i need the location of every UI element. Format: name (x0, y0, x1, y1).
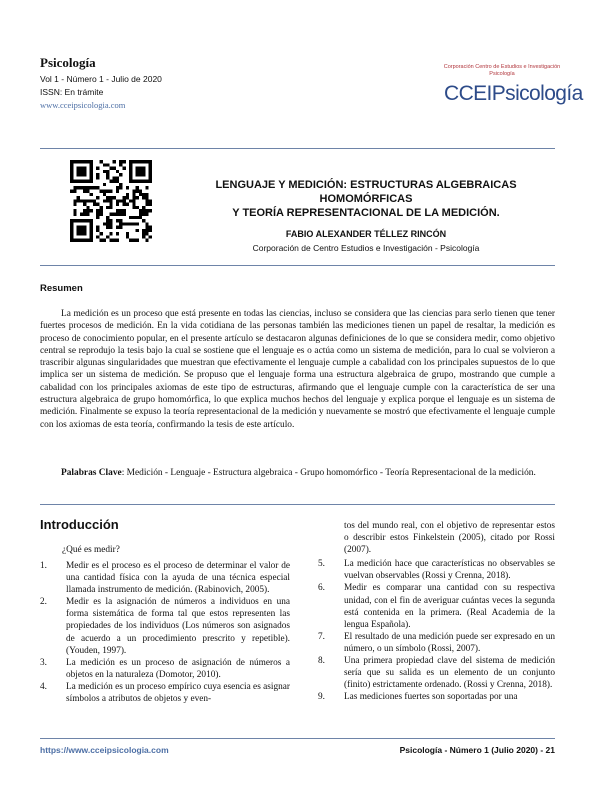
list-text: El resultado de una medición puede ser expresado en un número, o un símbolo (Rossi, 2007). (344, 631, 555, 654)
author-name: FABIO ALEXANDER TÉLLEZ RINCÓN (285, 229, 447, 239)
list-text: Medir es la asignación de números a individuos en una forma sistemática de forma tal que estos representen las propiedades de los individuos (Los números son asignados de acuerdo a un procedimiento prescrito y repetible). (Youden, 1997). (66, 597, 290, 656)
list-number: 9. (318, 692, 325, 703)
list-number: 1. (40, 561, 47, 571)
header-divider (40, 148, 555, 149)
title-line-1: LENGUAJE Y MEDICIÓN: ESTRUCTURAS ALGEBRAICAS HOMOMÓRFICAS (215, 179, 517, 205)
list-text: Las mediciones fuertes son soportadas por una (344, 692, 518, 703)
abstract-text: La medición es un proceso que está presente en todas las ciencias, incluso se considera que las ciencias para serlo tienen que tener fuertes procesos de medición. En la vida cotidiana de las personas también las mediciones tienen un papel de resaltar, la medición es proceso de conocimiento popular, en el presente artículo se destacaron algunas definiciones de lo que se considera medir, como objetivo central se reprodujo la tesis bajo la cual se sostiene que el lenguaje es o actúa como un sistema de medición, para lo cual se volvieron a trascribir algunas singularidades que muestran que efectivamente el lenguaje cumple a cabalidad con los principales supuestos de lo que implica ser un sistema de medición. Se propuso que el lenguaje forma una estructura algebraica de grupo, mostrando que cumple a cabalidad con los principales axiomas de este tipo de estructuras, afirmando que el lenguaje cumple con la característica de ser una estructura algebraica de grupo homomórfica, lo que explica muchos hechos del lenguaje y explica porque el lenguaje es un sistema de medición. Finalmente se expuso la teoría representacional de la medición y nuevamente se mostró que efectivamente el lenguaje cumple con los axiomas de esta teoría, confirmando la tesis de este artículo. (40, 309, 555, 430)
title-divider (40, 265, 555, 266)
author-affiliation: Corporación de Centro Estudios e Investigación - Psicología (252, 243, 480, 253)
column-left (40, 560, 290, 705)
keywords-label: Palabras Clave (61, 468, 122, 478)
list-item (40, 560, 290, 596)
journal-url-link[interactable]: www.cceipsicologia.com (40, 100, 126, 110)
list-number: 7. (318, 631, 325, 642)
qr-code-icon (70, 160, 152, 242)
list-number: 5. (318, 559, 325, 570)
list-item (40, 596, 290, 656)
list-text: Una primera propiedad clave del sistema de medición sería que su salida es un elemento de un conjunto (finito) estrictamente ordenado. (Rossi y Crenna, 2018). (344, 656, 555, 691)
list-number: 6. (318, 583, 325, 594)
footer-page-info: Psicología - Número 1 (Julio 2020) - 21 (399, 745, 555, 755)
logo-wordmark: CCEIPsicología (444, 82, 583, 105)
footer-divider (40, 738, 555, 739)
list-number: 3. (40, 657, 47, 668)
question: ¿Qué es medir? (62, 545, 120, 555)
list-item (40, 681, 290, 705)
list-text: Medir es el proceso es el proceso de determinar el valor de una cantidad física con la ayuda de una técnica especial llamada instrumento de medición. (Rabinovich, 2005). (66, 561, 290, 596)
list-item (40, 657, 290, 681)
journal-logo (438, 64, 583, 112)
volume-info: Vol 1 - Número 1 - Julio de 2020 (40, 74, 162, 84)
list-number: 4. (40, 681, 47, 692)
list-item (318, 558, 555, 582)
section-heading: Introducción (40, 517, 119, 532)
list-number: 8. (318, 656, 325, 667)
list-number: 2. (40, 597, 47, 608)
title-line-2: Y TEORÍA REPRESENTACIONAL DE LA MEDICIÓN. (232, 207, 500, 219)
issn: ISSN: En trámite (40, 87, 104, 97)
keywords (40, 467, 555, 479)
list-continuation: tos del mundo real, con el objetivo de representar estos o describir estos Finkelstein (2005), citado por Rossi (2007). (344, 521, 555, 556)
list-text: La medición es un proceso empírico cuya esencia es asignar símbolos a atributos de objetos y even- (66, 681, 290, 705)
column-right (318, 520, 555, 703)
abstract-heading: Resumen (40, 283, 83, 294)
list-text: Medir es comparar una cantidad con su respectiva unidad, con el fin de averiguar cuántas veces la segunda está contenida en la primera. (Real Academia de la lengua Española). (344, 583, 555, 630)
list-text: La medición es un proceso de asignación de números a objetos en la naturaleza (Domotor, 2010). (66, 657, 290, 680)
list-item (318, 691, 555, 703)
list-item (318, 631, 555, 655)
abstract-divider (40, 504, 555, 505)
list-item (318, 655, 555, 691)
article-title (178, 178, 554, 220)
list-item (318, 582, 555, 630)
list-text: La medición hace que características no observables se vuelvan observables (Rossi y Crenna, 2018). (344, 559, 555, 582)
logo-org-name: Corporación Centro de Estudios e Investigación Psicología (443, 64, 561, 77)
journal-name: Psicología (40, 55, 96, 70)
keywords-list: : Medición - Lenguaje - Estructura algebraica - Grupo homomórfico - Teoría Representacional de la medición. (121, 468, 536, 478)
footer-url-link[interactable]: https://www.cceipsicologia.com (40, 745, 169, 755)
